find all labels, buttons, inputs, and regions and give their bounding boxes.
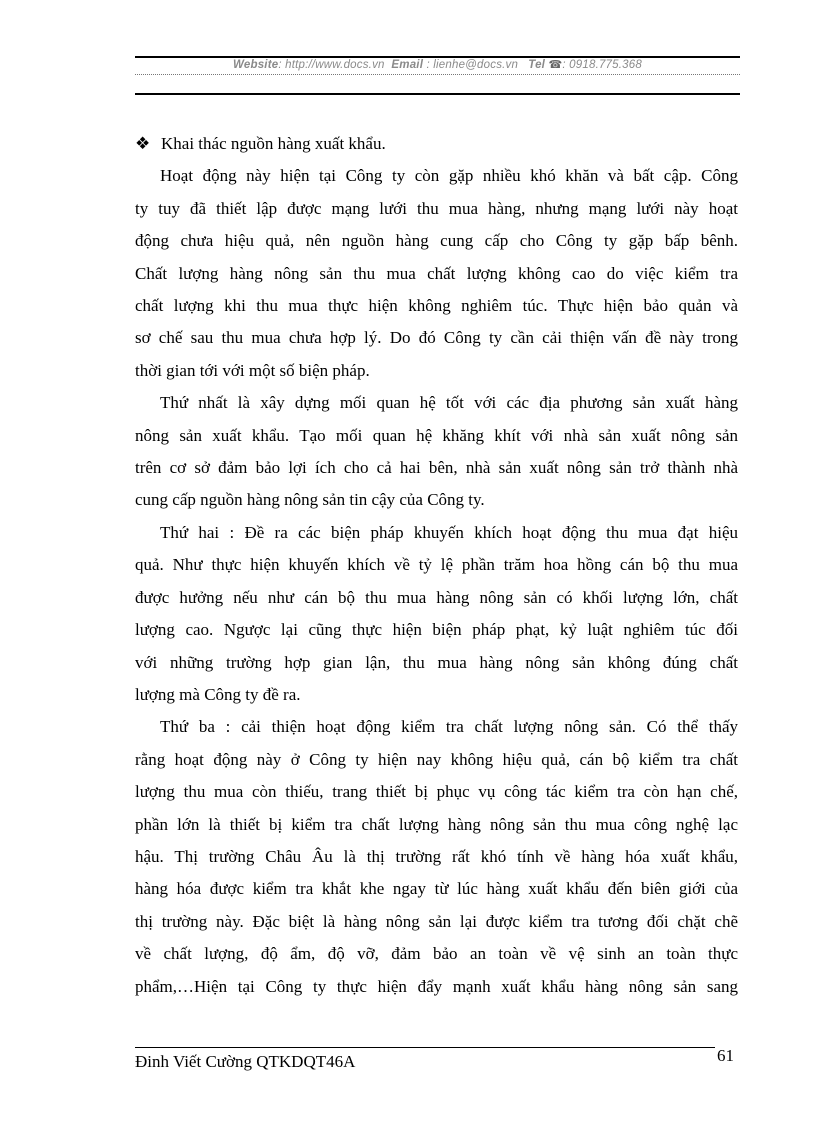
phone-icon: ☎	[548, 59, 563, 71]
paragraph-line: cung cấp nguồn hàng nông sản tin cậy của Công ty.	[135, 490, 485, 510]
paragraph-line: lượng cao. Ngược lại cũng thực hiện biện pháp phạt, kỷ luật nghiêm túc đối	[135, 620, 738, 640]
paragraph-line: động chưa hiệu quả, nên nguồn hàng cung cấp cho Công ty gặp bấp bênh.	[135, 231, 738, 251]
email-label: Email	[391, 59, 424, 71]
paragraph	[135, 387, 738, 517]
paragraph-line: Chất lượng hàng nông sản thu mua chất lượng không cao do việc kiểm tra	[135, 263, 738, 283]
paragraph-line: lượng thu mua còn thiếu, trang thiết bị phục vụ công tác kiểm tra còn hạn chế,	[135, 782, 738, 802]
paragraph-line: phần lớn là thiết bị kiểm tra chất lượng hàng nông sản thu mua công nghệ lạc	[135, 814, 738, 834]
paragraph-line: hàng hóa được kiểm tra khắt khe ngay từ lúc hàng xuất khẩu đến biên giới của	[135, 879, 738, 899]
paragraph-line: Thứ nhất là xây dựng mối quan hệ tốt với các địa phương sản xuất hàng	[160, 393, 738, 413]
tel-value: : 0918.775.368	[562, 59, 642, 71]
paragraph	[135, 711, 738, 1003]
paragraph-line: phẩm,…Hiện tại Công ty thực hiện đẩy mạnh xuất khẩu hàng nông sản sang	[135, 976, 738, 996]
diamond-bullet-icon: ❖	[135, 134, 151, 153]
website-label: Website	[233, 59, 279, 71]
paragraph-line: với những trường hợp gian lận, thu mua hàng nông sản không đúng chất	[135, 652, 738, 672]
page-header	[135, 58, 740, 71]
paragraph-line: thị trường này. Đặc biệt là hàng nông sản lại được kiểm tra tương đối chặt chẽ	[135, 911, 738, 931]
website-value: : http://www.docs.vn	[278, 59, 385, 71]
paragraph	[135, 160, 738, 387]
paragraph-list	[135, 160, 738, 1003]
page-number: 61	[717, 1046, 734, 1065]
paragraph-line: thời gian tới với một số biện pháp.	[135, 360, 370, 380]
paragraph-line: về chất lượng, độ ẩm, độ vỡ, đảm bảo an toàn về vệ sinh an toàn thực	[135, 944, 738, 964]
footer-rule	[135, 1047, 715, 1048]
paragraph-line: chất lượng khi thu mua thực hiện không nghiêm túc. Thực hiện bảo quản và	[135, 296, 738, 316]
paragraph-line: sơ chế sau thu mua chưa hợp lý. Do đó Công ty cần cải thiện vấn đề này trong	[135, 328, 738, 348]
section-heading: Khai thác nguồn hàng xuất khẩu.	[161, 134, 386, 153]
paragraph-line: Thứ ba : cải thiện hoạt động kiểm tra chất lượng nông sản. Có thể thấy	[160, 717, 738, 737]
paragraph-line: nông sản xuất khẩu. Tạo mối quan hệ khăng khít với nhà sản xuất nông sản	[135, 425, 738, 445]
tel-label: Tel	[528, 59, 546, 71]
paragraph-line: lượng mà Công ty đề ra.	[135, 684, 301, 704]
footer-author: Đinh Viết Cường QTKDQT46A	[135, 1052, 356, 1071]
paragraph-line: quả. Như thực hiện khuyến khích về tỷ lệ phần trăm hoa hồng cán bộ thu mua	[135, 555, 738, 575]
paragraph-line: rằng hoạt động này ở Công ty hiện nay không hiệu quả, cán bộ kiểm tra chất	[135, 749, 738, 769]
paragraph-line: ty tuy đã thiết lập được mạng lưới thu mua hàng, nhưng mạng lưới này hoạt	[135, 198, 738, 218]
header-bottom-rule	[135, 93, 740, 95]
header-dotted-rule	[135, 74, 740, 75]
paragraph	[135, 517, 738, 711]
paragraph-line: Hoạt động này hiện tại Công ty còn gặp nhiều khó khăn và bất cập. Công	[160, 166, 738, 186]
paragraph-line: được hưởng nếu như cán bộ thu mua hàng nông sản có khối lượng lớn, chất	[135, 587, 738, 607]
email-value: : lienhe@docs.vn	[426, 59, 519, 71]
paragraph-line: trên cơ sở đảm bảo lợi ích cho cả hai bên, nhà sản xuất nông sản trở thành nhà	[135, 458, 738, 478]
document-body	[135, 128, 738, 1003]
paragraph-line: Thứ hai : Đề ra các biện pháp khuyến khích hoạt động thu mua đạt hiệu	[160, 522, 738, 542]
section-bullet	[135, 128, 738, 160]
paragraph-line: hậu. Thị trường Châu Âu là thị trường rất khó tính về hàng hóa xuất khẩu,	[135, 846, 738, 866]
